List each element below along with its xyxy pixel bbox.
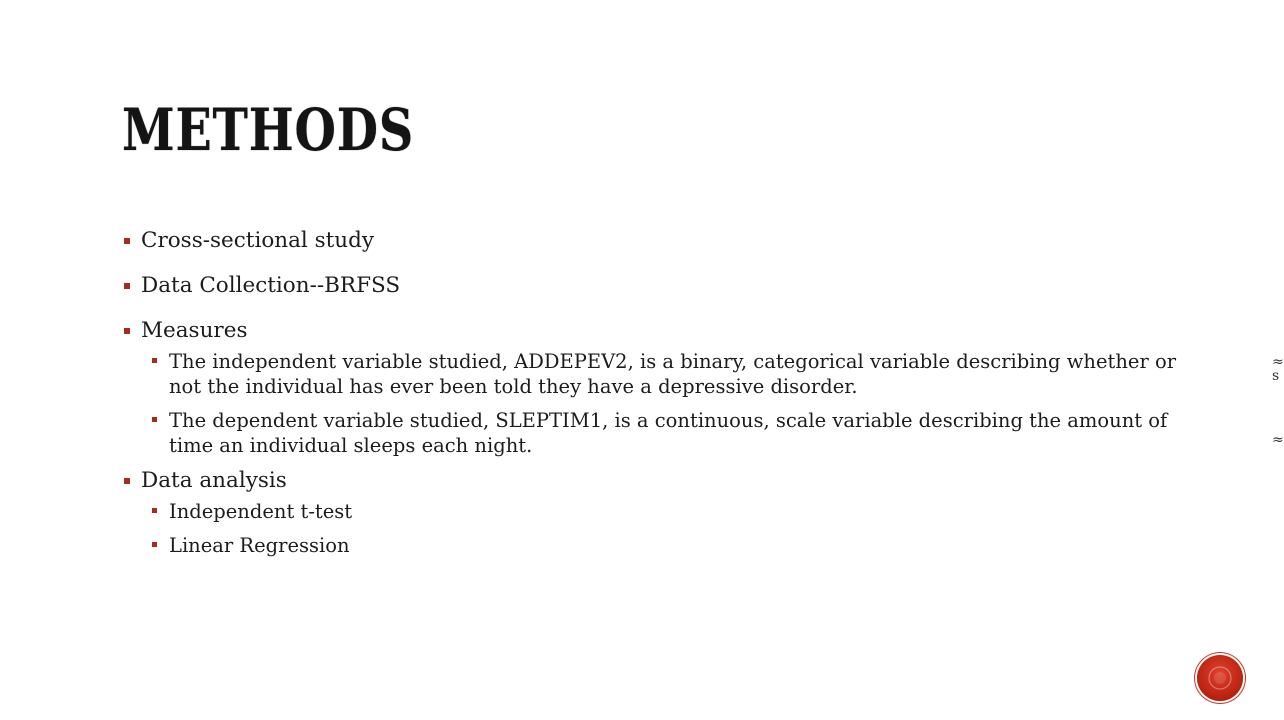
slideshow-navigation-icon <box>1206 664 1234 692</box>
sub-bullet-list <box>141 499 1182 558</box>
sub-bullet-item: The dependent variable studied, SLEPTIM1, is a continuous, scale variable describing the amount of time an individual sleeps each night. <box>141 408 1182 458</box>
bullet-item: Cross-sectional study <box>122 227 1182 255</box>
bullet-item: Data Collection--BRFSS <box>122 272 1182 300</box>
sub-bullet-item: The independent variable studied, ADDEPEV2, is a binary, categorical variable describing whether or not the individual has ever been told they have a depressive disorder. <box>141 349 1182 399</box>
slideshow-nav-button[interactable] <box>1197 655 1243 701</box>
slide-title: METHODS <box>122 96 414 164</box>
slide-body <box>122 227 1182 567</box>
bullet-label: Data analysis <box>141 468 287 493</box>
bullet-item <box>122 467 1182 558</box>
bullet-list <box>122 227 1182 558</box>
sub-bullet-list <box>141 349 1182 458</box>
sub-bullet-item: Linear Regression <box>141 533 1182 558</box>
bullet-label: Measures <box>141 318 248 343</box>
clipped-edge-glyphs: ≈ s ≈ <box>1272 354 1284 448</box>
sub-bullet-item: Independent t-test <box>141 499 1182 524</box>
bullet-item <box>122 317 1182 458</box>
